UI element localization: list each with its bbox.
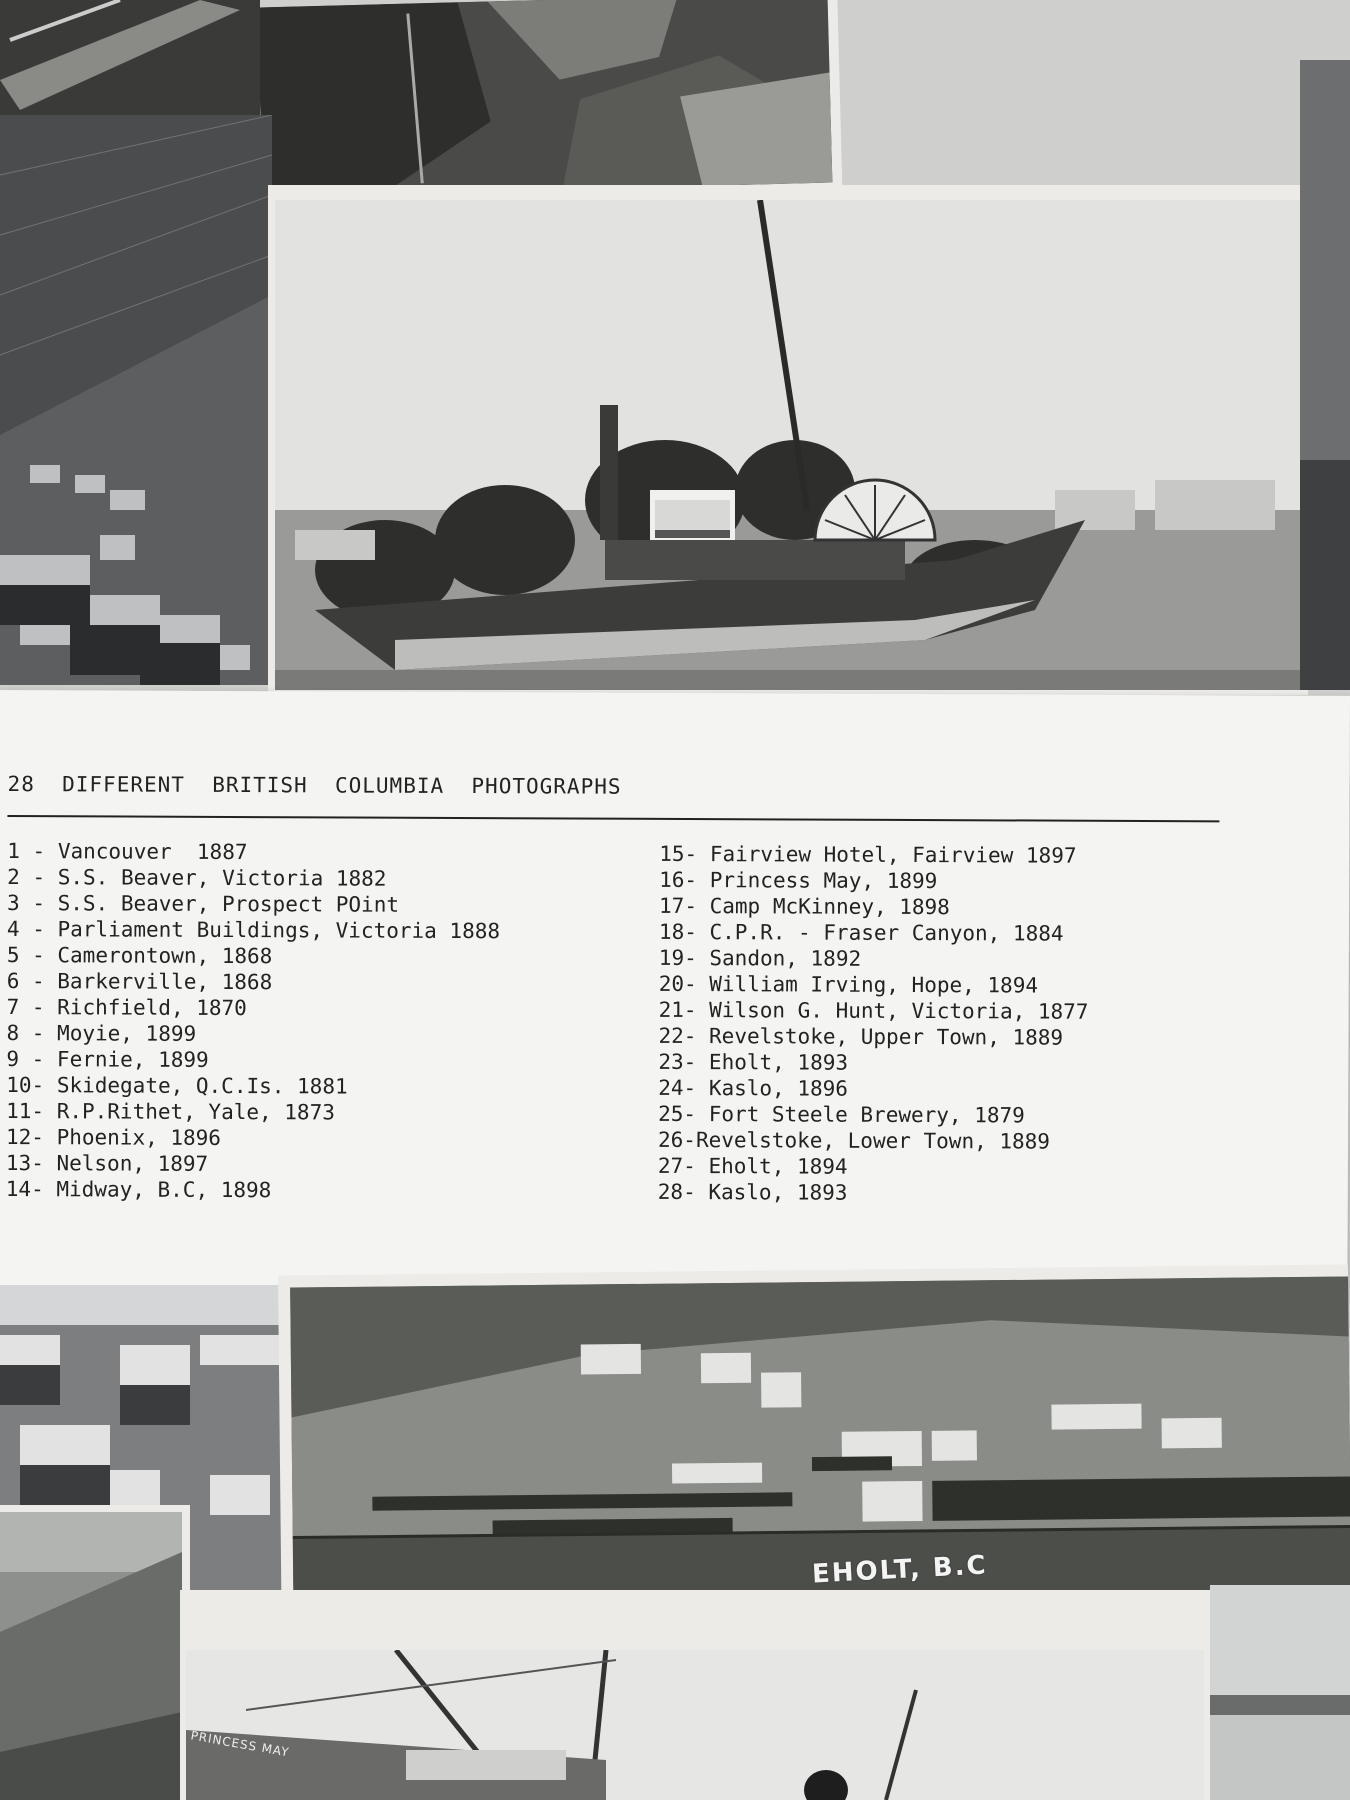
- photo-list-item: [658, 1075, 1088, 1103]
- photo-list-number: 9 -: [6, 1047, 58, 1072]
- photo-list-caption: C.P.R. - Fraser Canyon, 1884: [709, 920, 1064, 946]
- photo-list-caption: Sandon, 1892: [709, 946, 862, 971]
- photo-list-item: [6, 1150, 499, 1178]
- photo-list-number: 20-: [658, 971, 710, 997]
- photo-list-item: [659, 841, 1089, 869]
- photo-list-caption: Fairview Hotel, Fairview 1897: [709, 842, 1077, 868]
- sheet-title: 28 DIFFERENT BRITISH COLUMBIA PHOTOGRAPHS: [7, 772, 622, 799]
- photo-list-item: [6, 1098, 499, 1126]
- photo-list-item: [659, 919, 1089, 947]
- photo-list-item: [659, 997, 1089, 1025]
- photo-list-caption: Revelstoke, Lower Town, 1889: [695, 1128, 1051, 1154]
- photo-list-item: [7, 864, 500, 892]
- photo-index-sheet: [0, 690, 1350, 1296]
- photo-list-caption: Eholt, 1894: [708, 1154, 848, 1179]
- photo-list-number: 8 -: [6, 1021, 58, 1046]
- photo-princess-may-ship: [186, 1650, 1204, 1800]
- photo-list-caption: Richfield, 1870: [57, 995, 247, 1021]
- photo-forest-hills: [0, 1512, 182, 1800]
- photo-list-number: 11-: [6, 1099, 57, 1124]
- photo-list-item: [658, 1153, 1088, 1181]
- photo-paddle-steamer: [275, 200, 1303, 690]
- photo-list-item: [7, 968, 500, 996]
- photo-list-caption: Vancouver 1887: [57, 839, 248, 865]
- photo-list-number: 6 -: [6, 969, 58, 994]
- photo-list-number: 2 -: [7, 865, 58, 890]
- photo-list-number: 3 -: [7, 891, 58, 916]
- photo-list-item: [7, 994, 500, 1022]
- photo-list-number: 14-: [5, 1177, 57, 1202]
- photo-list-caption: S.S. Beaver, Victoria 1882: [57, 865, 387, 891]
- photo-shoreline: [1210, 1585, 1350, 1800]
- photo-list-number: 7 -: [6, 995, 58, 1020]
- princess-may-ship-lettering: PRINCESS MAY: [189, 1728, 291, 1760]
- photo-list-item: [658, 1023, 1088, 1051]
- photo-list-number: 10-: [6, 1073, 57, 1098]
- photo-list-item: [658, 1179, 1088, 1207]
- photo-list-item: [6, 1124, 499, 1152]
- photo-list-item: [7, 942, 500, 970]
- list-left-column: [6, 838, 501, 1204]
- photo-list-caption: Camerontown, 1868: [57, 943, 273, 969]
- photo-list-caption: Fort Steele Brewery, 1879: [708, 1102, 1025, 1128]
- photo-right-edge: [1300, 60, 1350, 690]
- photo-list-caption: Camp McKinney, 1898: [709, 894, 950, 920]
- photo-list-item: [6, 1020, 499, 1048]
- photo-list-number: 19-: [658, 945, 710, 971]
- photo-list-number: 26-: [657, 1127, 697, 1153]
- photo-list-item: [7, 916, 500, 944]
- photo-list-caption: Kaslo, 1893: [708, 1180, 848, 1205]
- photo-list-number: 27-: [657, 1153, 709, 1179]
- photo-list-number: 16-: [659, 867, 710, 893]
- photo-list-item: [659, 867, 1089, 895]
- photo-list-item: [658, 1127, 1088, 1155]
- photo-list-number: 23-: [658, 1049, 710, 1075]
- photo-list-caption: R.P.Rithet, Yale, 1873: [56, 1099, 335, 1125]
- photo-list-item: [658, 1049, 1088, 1077]
- photo-list-number: 5 -: [6, 943, 58, 968]
- photo-list-number: 25-: [658, 1101, 709, 1127]
- photo-list-number: 4 -: [6, 917, 58, 942]
- photo-list-caption: William Irving, Hope, 1894: [709, 972, 1039, 998]
- photo-list-caption: Midway, B.C, 1898: [56, 1177, 272, 1203]
- photo-list-item: [658, 1101, 1088, 1129]
- photo-list-caption: Skidegate, Q.C.Is. 1881: [56, 1073, 348, 1099]
- photo-list-number: 15-: [659, 841, 710, 867]
- photo-list-caption: Kaslo, 1896: [708, 1076, 848, 1101]
- photo-list-caption: Phoenix, 1896: [56, 1125, 222, 1150]
- title-underline: [7, 815, 1219, 822]
- photo-list-number: 13-: [5, 1151, 57, 1176]
- photo-list-caption: Fernie, 1899: [56, 1047, 209, 1072]
- photo-list-number: 1 -: [7, 839, 58, 864]
- photo-logs: [0, 0, 260, 120]
- photo-list-caption: Moyie, 1899: [57, 1021, 197, 1046]
- photo-list-item: [659, 945, 1089, 973]
- photo-list-item: [659, 971, 1089, 999]
- photo-list-caption: S.S. Beaver, Prospect POint: [57, 891, 400, 917]
- photo-list-caption: Princess May, 1899: [709, 868, 938, 894]
- photo-list-number: 17-: [659, 893, 710, 919]
- photo-rocks: [258, 0, 833, 197]
- photo-list-item: [7, 890, 500, 918]
- photo-list-item: [6, 1072, 499, 1100]
- eholt-photo-caption: EHOLT, B.C: [811, 1550, 989, 1590]
- photo-list-item: [659, 893, 1089, 921]
- list-right-column: [658, 841, 1089, 1207]
- photo-list-caption: Wilson G. Hunt, Victoria, 1877: [709, 998, 1089, 1024]
- photo-list-item: [6, 1046, 499, 1074]
- photo-list-caption: Eholt, 1893: [708, 1050, 849, 1075]
- photo-hillside-town: [0, 115, 272, 685]
- photo-list-caption: Revelstoke, Upper Town, 1889: [709, 1024, 1064, 1050]
- photo-list-number: 22-: [658, 1023, 710, 1049]
- photo-list-number: 18-: [658, 919, 710, 945]
- photo-list-item: [6, 1176, 499, 1204]
- photo-list-caption: Barkerville, 1868: [57, 969, 273, 995]
- photo-list-item: [7, 838, 500, 866]
- photo-list-caption: Nelson, 1897: [56, 1151, 209, 1176]
- photo-list-number: 24-: [658, 1075, 709, 1101]
- photo-list-number: 21-: [658, 997, 710, 1023]
- photo-list-caption: Parliament Buildings, Victoria 1888: [57, 917, 501, 944]
- photo-list-number: 12-: [5, 1125, 57, 1150]
- photo-list-number: 28-: [657, 1179, 709, 1205]
